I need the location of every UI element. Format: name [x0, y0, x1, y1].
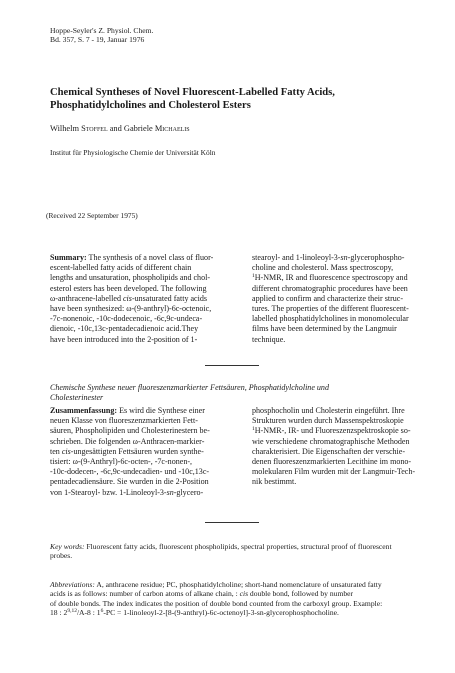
german-text: Strukturen wurden durch Massenspektroskopie [252, 416, 404, 426]
german-text: pentadecadiensäure. Sie wurden in die 2-Position [50, 477, 209, 487]
german-title-line-2: Cholesterinester [50, 393, 104, 403]
german-summary-label: Zusammenfassung: [50, 406, 118, 415]
german-text: -ungesättigten Fettsäuren wurden synthe- [70, 446, 204, 456]
author-conjunction: and Gabriele [107, 124, 155, 133]
summary-text: have been synthesized: ω-(9-anthryl)-6c-octenoic, [50, 304, 212, 314]
summary-right-column [252, 253, 434, 345]
summary-text: choline and cholesterol. Mass spectroscopy, [252, 263, 394, 273]
summary-text: cis [122, 293, 132, 303]
affiliation: Institut für Physiologische Chemie der Universität Köln [50, 148, 216, 157]
german-summary-right-column [252, 406, 434, 488]
abbreviations-text: double bond, followed by number [248, 589, 354, 599]
german-text: phosphocholin und Cholesterin eingeführt. Ihre [252, 406, 405, 415]
summary-text: ω-anthracene-labelled [50, 293, 123, 303]
german-text: wie verschiedene chromatographische Methoden [252, 436, 410, 446]
summary-text: stearoyl- and 1-linoleoyl-3- [252, 253, 341, 262]
german-text: schrieben. Die folgenden ω-Anthracen-markier- [50, 436, 205, 446]
german-text: nik bestimmt. [252, 477, 297, 487]
abbreviations-text: 18 : 2 [50, 608, 68, 618]
superscript: 1 [252, 426, 255, 433]
abbreviations-text: of double bonds. The index indicates the position of double bond counted from the carboxyl group. Example: [50, 598, 383, 608]
german-summary-left-column [50, 406, 246, 498]
summary-text: technique. [252, 334, 286, 344]
superscript: 6 [100, 608, 104, 615]
journal-name: Hoppe-Seyler's Z. Physiol. Chem. [50, 26, 154, 35]
journal-citation [50, 26, 420, 45]
german-title-line-1: Chemische Synthese neuer fluoreszenzmarkierter Fettsäuren, Phosphatidylcholine und [50, 383, 329, 392]
summary-left-column [50, 253, 246, 345]
german-text: von 1-Stearoyl- bzw. 1-Linoleoyl-3- [50, 487, 167, 497]
title-line-1: Chemical Syntheses of Novel Fluorescent-Labelled Fatty Acids, [50, 87, 335, 98]
received-date: (Received 22 September 1975) [46, 211, 138, 220]
summary-label: Summary: [50, 253, 87, 262]
journal-volume: Bd. 357, S. 7 - 19, Januar 1976 [50, 35, 145, 45]
superscript: 9,12 [67, 608, 77, 615]
german-text: H-NMR-, IR- und Fluoreszenzspektroskopie so- [254, 426, 411, 436]
german-text: -10c-dodecen-, -6c,9c-undecadien- und -10c,13c- [50, 467, 210, 477]
authors [50, 124, 420, 134]
abbreviations-text: acids is as follows: number of carbon atoms of alkane chain, : [50, 589, 240, 599]
summary-text: -7c-nonenoic, -10c-dodecenoic, -6c,9c-undeca- [50, 314, 203, 324]
german-text: charakterisiert. Die Eigenschaften der verschie- [252, 446, 406, 456]
german-text: sn [166, 487, 174, 497]
german-title [50, 383, 435, 403]
abbreviations-text: -PC = 1-linoleoyl-2-[8-(9-anthryl)-6c-octenoyl]-3-sn-glycerophosphocholine. [103, 608, 339, 618]
summary-text: different chromatographic procedures have been [252, 283, 408, 293]
german-text: ten [50, 446, 62, 456]
summary-text: labelled phosphatidylcholines in monomolecular [252, 314, 409, 324]
summary-text: escent-labelled fatty acids of different chain [50, 263, 192, 273]
summary-text: have been introduced into the 2-position of 1- [50, 334, 198, 344]
german-text: tisiert: ω-(9-Anthryl)-6c-octen-, -7c-nonen-, [50, 457, 193, 467]
superscript: 1 [252, 273, 255, 280]
summary-text: -glycerophospho- [347, 253, 405, 262]
summary-text: lengths and unsaturation, phospholipids and chol- [50, 273, 211, 283]
abbreviations [50, 580, 435, 618]
summary-text: esterol esters has been developed. The following [50, 283, 207, 293]
summary-text: The synthesis of a novel class of fluor- [86, 253, 214, 262]
author-1-surname: Stoffel [81, 124, 108, 133]
author-2-surname: Michaelis [154, 124, 190, 133]
german-text: molekularen Film wurden mit der Langmuir-Tech- [252, 467, 416, 477]
summary-text: H-NMR, IR and fluorescence spectroscopy and [254, 273, 408, 283]
abbreviations-text: cis [239, 589, 249, 599]
article-title [50, 86, 420, 112]
summary-text: applied to confirm and characterize their struc- [252, 293, 404, 303]
german-text: Es wird die Synthese einer [117, 406, 205, 415]
title-line-2: Phosphatidylcholines and Cholesterol Esters [50, 100, 251, 112]
keywords-text: Fluorescent fatty acids, fluorescent phospholipids, spectral properties, structural proof of fluorescent [84, 542, 392, 551]
summary-text: films have been determined by the Langmuir [252, 324, 397, 334]
abbreviations-label: Abbreviations: [50, 580, 95, 589]
section-divider [205, 365, 259, 366]
keywords-label: Key words: [50, 542, 85, 551]
keywords [50, 542, 435, 561]
author-1-given: Wilhelm [50, 124, 82, 133]
german-text: neuen Klasse von fluoreszenzmarkierten Fett- [50, 416, 198, 426]
german-text: säuren, Phospholipiden und Cholesterinestern be- [50, 426, 210, 436]
german-text: -glycero- [173, 487, 204, 497]
german-text: cis [61, 446, 71, 456]
abbreviations-text: /A-8 : 1 [76, 608, 101, 618]
summary-text: sn [340, 253, 348, 262]
summary-text: -unsaturated fatty acids [131, 293, 208, 303]
summary-text: dienoic, -10c,13c-pentadecadienoic acid.They [50, 324, 199, 334]
german-text: denen fluoreszenzmarkierten Lecithine im mono- [252, 457, 412, 467]
section-divider [205, 522, 259, 523]
summary-text: tures. The properties of the different fluorescent- [252, 304, 409, 314]
keywords-text: probes. [50, 551, 73, 561]
abbreviations-text: A, anthracene residue; PC, phosphatidylcholine; short-hand nomenclature of unsaturated fatty [94, 580, 382, 589]
